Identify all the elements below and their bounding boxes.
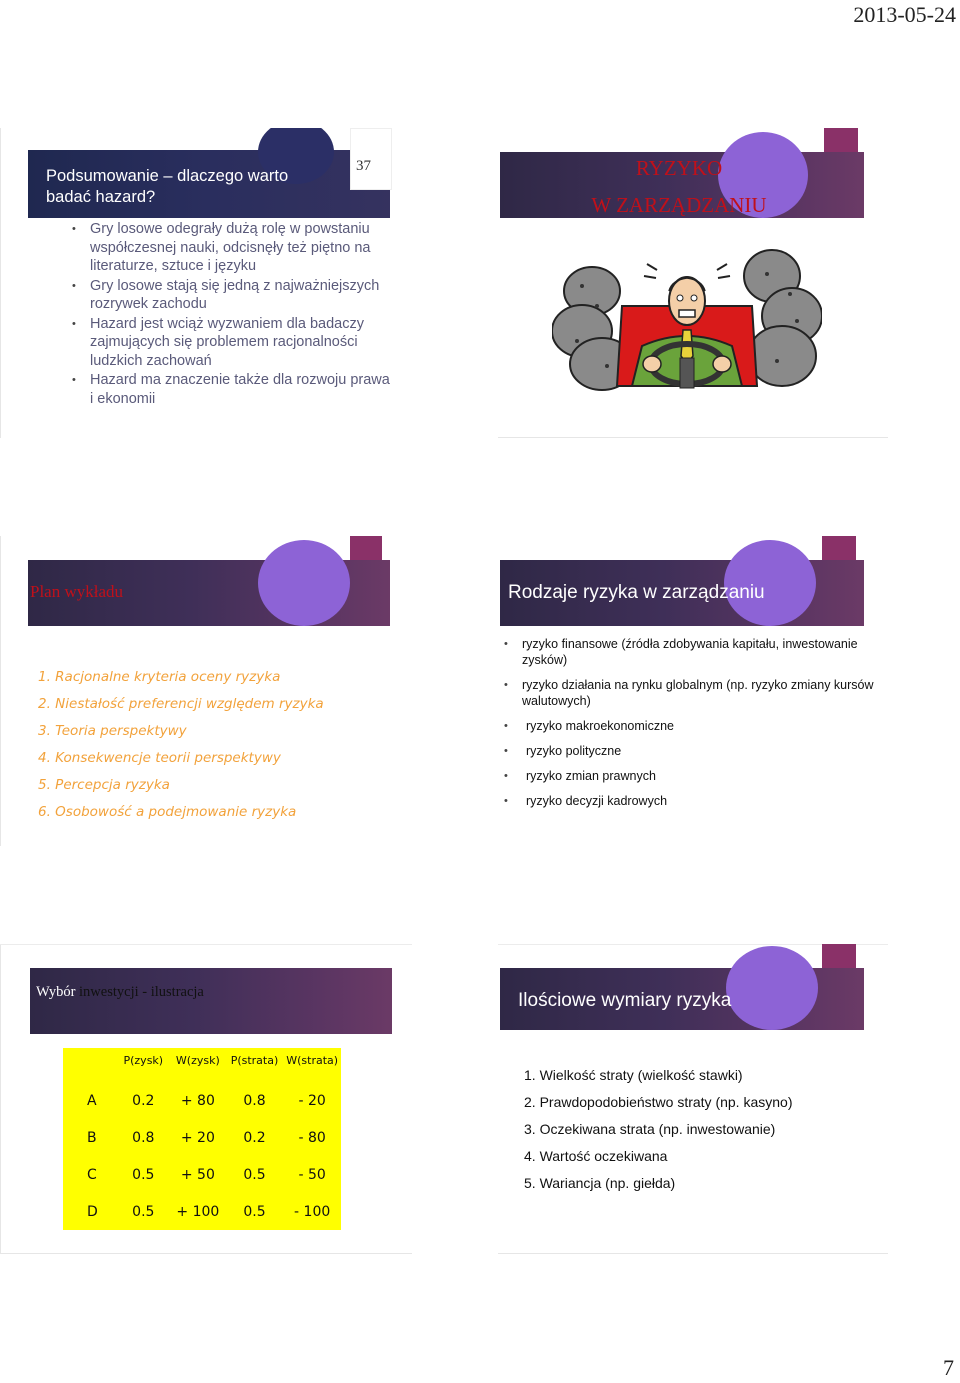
dimension-item: 3. Oczekiwana strata (np. inwestowanie) (524, 1121, 776, 1137)
slide-title-part1: Wybór (36, 984, 76, 1000)
slide-investment-choice (0, 944, 412, 1254)
risk-type-item: • ryzyko finansowe (źródła zdobywania kapitału, inwestowanie zysków) (504, 636, 884, 668)
investment-table (63, 1048, 341, 1230)
risk-type-item: • ryzyko działania na rynku globalnym (np. ryzyko zmiany kursów walutowych) (504, 677, 884, 709)
plan-item: 4. Konsekwencje teorii perspektywy (38, 750, 281, 766)
slide-title-line1: RYZYKO (635, 156, 723, 180)
table-cell: B (87, 1129, 97, 1146)
slide-number: 37 (356, 158, 371, 174)
decor-square (824, 128, 858, 152)
table-header-cell: W(strata) (286, 1054, 339, 1067)
decor-square (822, 536, 856, 560)
table-header-cell: W(zysk) (175, 1054, 220, 1067)
slide-title (36, 984, 204, 1001)
table-cell: - 20 (298, 1092, 326, 1109)
table-header-cell: P(strata) (230, 1054, 279, 1067)
slide-lecture-plan (0, 536, 400, 846)
table-cell: + 80 (180, 1092, 215, 1109)
slide-risk-types (498, 536, 888, 846)
slide-summary (0, 128, 400, 438)
risk-type-item: • ryzyko decyzji kadrowych (504, 793, 884, 809)
table-cell: 0.5 (132, 1203, 155, 1220)
page-date: 2013-05-24 (853, 2, 956, 27)
slide-title: Plan wykładu (30, 582, 124, 601)
table-header-cell (63, 1048, 117, 1082)
table-cell: + 100 (176, 1203, 220, 1220)
page-number: 7 (943, 1355, 954, 1380)
table-cell: + 50 (180, 1166, 215, 1183)
plan-item: 6. Osobowość a podejmowanie ryzyka (38, 804, 297, 820)
bullet-item: • Hazard jest wciąż wyzwaniem dla badaczy zajmujących się problemem racjonalności ludzkich zachowań (72, 315, 394, 371)
table-cell: 0.2 (132, 1092, 155, 1109)
bullet-item: • Hazard ma znaczenie także dla rozwoju prawa i ekonomii (72, 371, 394, 408)
plan-item: 2. Niestałość preferencji względem ryzyka (38, 696, 324, 712)
risk-type-item: • ryzyko makroekonomiczne (504, 718, 884, 734)
table-cell: 0.5 (243, 1166, 266, 1183)
table-cell: C (87, 1166, 97, 1183)
bullet-item: • Gry losowe odegrały dużą rolę w powstaniu współczesnej nauki, odcisnęły też piętno na literaturze, sztuce i języku (72, 220, 394, 276)
dimension-list (524, 1062, 792, 1197)
dimension-item: 2. Prawdopodobieństwo straty (np. kasyno) (524, 1094, 793, 1110)
decor-square (350, 536, 382, 560)
table-cell: - 50 (298, 1166, 326, 1183)
table-cell: + 20 (180, 1129, 215, 1146)
table-row (63, 1119, 341, 1156)
decor-circle (258, 540, 350, 626)
slide-quantitative-risk (498, 944, 888, 1254)
risk-type-item: • ryzyko polityczne (504, 743, 884, 759)
slide-title: Rodzaje ryzyka w zarządzaniu (508, 582, 765, 603)
dimension-item: 1. Wielkość straty (wielkość stawki) (524, 1067, 743, 1083)
decor-circle (726, 946, 818, 1030)
plan-item: 5. Percepcja ryzyka (38, 777, 170, 793)
table-row (63, 1193, 341, 1230)
risk-type-item: • ryzyko zmian prawnych (504, 768, 884, 784)
table-cell: 0.5 (132, 1166, 155, 1183)
bullet-item: • Gry losowe stają się jedną z najważniejszych rozrywek zachodu (72, 277, 394, 314)
slide-title: Podsumowanie – dlaczego warto badać hazard? (46, 167, 289, 206)
slide-title: Ilościowe wymiary ryzyka (518, 990, 732, 1011)
title-banner (30, 968, 392, 1034)
plan-item: 3. Teoria perspektywy (38, 723, 187, 739)
table-row (63, 1156, 341, 1193)
dimension-item: 4. Wartość oczekiwana (524, 1148, 668, 1164)
table-row (63, 1082, 341, 1119)
slide-title-line2: W ZARZĄDZANIU (591, 193, 767, 217)
slide-risk-management (498, 128, 888, 438)
plan-item: 1. Racjonalne kryteria oceny ryzyka (38, 669, 281, 685)
decor-square (822, 944, 856, 968)
table-cell: - 100 (294, 1203, 331, 1220)
dimension-item: 5. Wariancja (np. giełda) (524, 1175, 676, 1191)
slide-title-part2: inwestycji - ilustracja (79, 984, 204, 1000)
table-cell: - 80 (298, 1129, 326, 1146)
table-cell: 0.5 (243, 1203, 266, 1220)
table-cell: D (87, 1203, 98, 1220)
stressed-driver-illustration (552, 246, 822, 406)
table-header-cell: P(zysk) (123, 1054, 164, 1067)
risk-type-list (504, 636, 884, 809)
plan-list (38, 664, 324, 826)
table-cell: A (87, 1092, 97, 1109)
table-cell: 0.8 (132, 1129, 155, 1146)
table-cell: 0.2 (243, 1129, 266, 1146)
bullet-list (72, 220, 394, 408)
table-cell: 0.8 (243, 1092, 266, 1109)
